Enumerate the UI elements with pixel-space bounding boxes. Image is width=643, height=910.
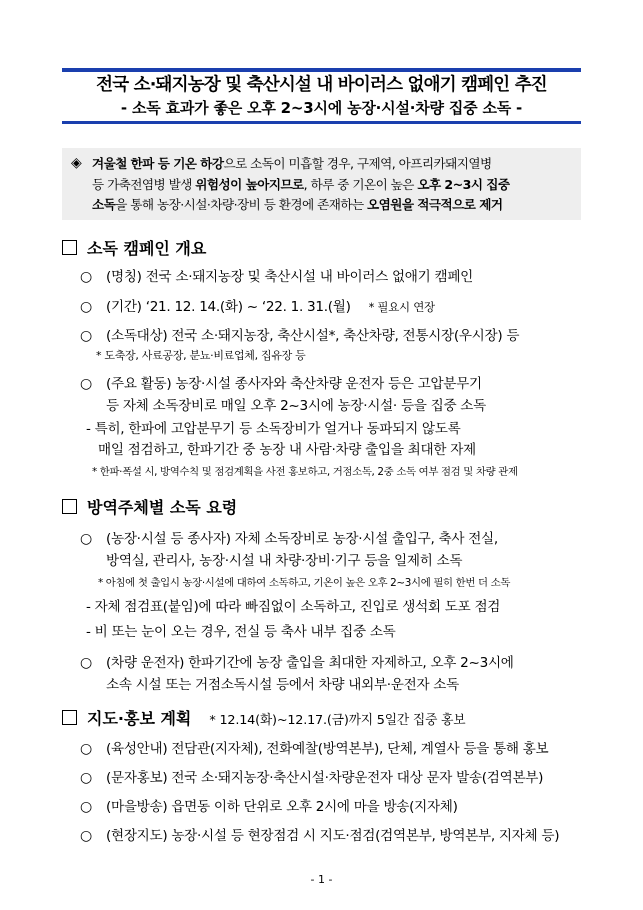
overview-period-item: ○ (기간) ‘21. 12. 14.(화) ~ ‘22. 1. 31.(월) * 필요시 연장 — [80, 299, 435, 315]
title-bottom-rule — [62, 121, 581, 124]
circle-bullet-icon: ○ — [80, 328, 92, 344]
circle-bullet-icon: ○ — [80, 799, 92, 815]
circle-bullet-icon: ○ — [80, 655, 92, 671]
title-top-rule — [62, 68, 581, 72]
diamond-bullet-icon: ◈ — [71, 155, 82, 171]
summary-line-3: 소독을 통해 농장·시설·차량·장비 등 환경에 존재하는 오염원을 적극적으로 제거 — [92, 197, 503, 212]
guidance-item-broadcast: ○ (마을방송) 읍면동 이하 단위로 오후 2시에 마을 방송(지자체) — [80, 799, 458, 815]
square-bullet-icon — [62, 499, 77, 514]
overview-special-line-2: 매일 점검하고, 한파기간 중 농장 내 사람·차량 출입을 최대한 자제 — [98, 442, 476, 458]
circle-bullet-icon: ○ — [80, 770, 92, 786]
overview-activity-line-1: ○ (주요 활동) 농장·시설 종사자와 축산차량 운전자 등은 고압분무기 — [80, 376, 482, 392]
summary-box — [62, 148, 581, 220]
farm-worker-note: * 아침에 첫 출입시 농장·시설에 대하여 소독하고, 기온이 높은 오후 2~3시에 필히 한번 더 소독 — [98, 577, 511, 589]
section-heading-disinfection-guide: 방역주체별 소독 요령 — [62, 497, 237, 519]
summary-line-1: 겨울철 한파 등 기온 하강으로 소독이 미흡할 경우, 구제역, 아프리카돼지열병 — [92, 156, 492, 171]
section-heading-guidance-plan: 지도·홍보 계획 * 12.14(화)~12.17.(금)까지 5일간 집중 홍보 — [62, 708, 465, 732]
circle-bullet-icon: ○ — [80, 531, 92, 547]
title-block — [62, 68, 581, 124]
driver-line-2: 소속 시설 또는 거점소독시설 등에서 차량 내외부·운전자 소독 — [106, 677, 459, 693]
overview-name-item: ○ (명칭) 전국 소·돼지농장 및 축산시설 내 바이러스 없애기 캠페인 — [80, 269, 473, 285]
square-bullet-icon — [62, 240, 77, 255]
farm-worker-dash-2: - 비 또는 눈이 오는 경우, 전실 등 축사 내부 집중 소독 — [86, 624, 396, 640]
circle-bullet-icon: ○ — [80, 741, 92, 757]
guidance-item-onsite: ○ (현장지도) 농장·시설 등 현장점검 시 지도·점검(검역본부, 방역본부, 지자체 등) — [80, 828, 560, 844]
circle-bullet-icon: ○ — [80, 376, 92, 392]
farm-worker-line-2: 방역실, 관리사, 농장·시설 내 차량·장비·기구 등을 일제히 소독 — [106, 553, 463, 569]
document-title: 전국 소·돼지농장 및 축산시설 내 바이러스 없애기 캠페인 추진 — [96, 75, 547, 95]
square-bullet-icon — [62, 710, 77, 725]
farm-worker-line-1: ○ (농장·시설 등 종사자) 자체 소독장비로 농장·시설 출입구, 축사 전실, — [80, 531, 498, 547]
circle-bullet-icon: ○ — [80, 269, 92, 285]
overview-special-line-1: - 특히, 한파에 고압분무기 등 소독장비가 얼거나 동파되지 않도록 — [86, 421, 461, 437]
overview-target-note: * 도축장, 사료공장, 분뇨·비료업체, 집유장 등 — [96, 349, 306, 362]
overview-special-note: * 한파·폭설 시, 방역수칙 및 점검계획을 사전 홍보하고, 거점소독, 2중 소독 여부 점검 및 차량 관제 — [92, 466, 518, 478]
section-heading-overview: 소독 캠페인 개요 — [62, 238, 206, 260]
summary-line-2: 등 가축전염병 발생 위험성이 높아지므로, 하루 중 기온이 높은 오후 2~3시 집중 — [92, 176, 510, 192]
guidance-item-sms: ○ (문자홍보) 전국 소·돼지농장·축산시설·차량운전자 대상 문자 발송(검역본부) — [80, 770, 544, 786]
overview-activity-line-2: 등 자체 소독장비로 매일 오후 2~3시에 농장·시설· 등을 집중 소독 — [106, 398, 486, 414]
guidance-item-guide: ○ (육성안내) 전담관(지자체), 전화예찰(방역본부), 단체, 계열사 등을 통해 홍보 — [80, 741, 549, 757]
overview-target-item: ○ (소독대상) 전국 소·돼지농장, 축산시설*, 축산차량, 전통시장(우시장) 등 — [80, 328, 520, 344]
driver-line-1: ○ (차량 운전자) 한파기간에 농장 출입을 최대한 자제하고, 오후 2~3시에 — [80, 655, 514, 671]
circle-bullet-icon: ○ — [80, 299, 92, 315]
page-number: - 1 - — [310, 873, 333, 886]
document-subtitle: - 소독 효과가 좋은 오후 2~3시에 농장·시설·차량 집중 소독 - — [120, 99, 523, 117]
circle-bullet-icon: ○ — [80, 828, 92, 844]
farm-worker-dash-1: - 자체 점검표(붙임)에 따라 빠짐없이 소독하고, 진입로 생석회 도포 점검 — [86, 599, 501, 615]
